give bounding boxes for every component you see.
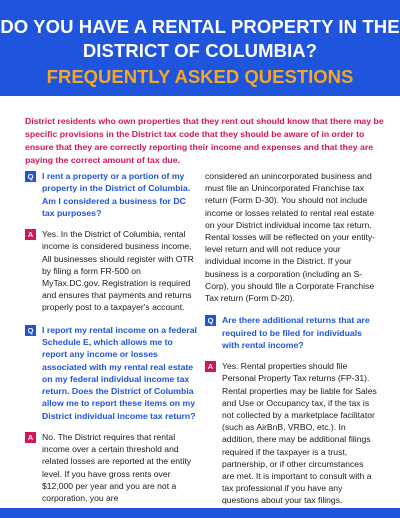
faq-item-1 (25, 170, 197, 314)
answer-badge-icon: A (205, 361, 216, 372)
header-banner (0, 0, 400, 96)
answer-badge-icon: A (25, 432, 36, 443)
question-badge-icon: Q (205, 315, 216, 326)
answer-2-continuation-text: considered an unincorporated business and must file an Unincorporated Franchise tax return (Form D-30). You should not include income or losses related to rental real estate on your District individual income tax return. Rental losses will be reflected on your entity-level return and will not reduce your individual income in the District. If your business is a corporation (including an S-Corp), you should file a Corporate Franchise Tax return (Form D-20). (205, 171, 376, 304)
faq-item-2 (25, 324, 197, 505)
answer-3 (205, 360, 377, 506)
answer-2-text: No. The District requires that rental income over a certain threshold and related losses are reported at the entity level. If you have gross rents over $12,000 per year and you are not a corporation, you are (42, 431, 192, 503)
question-badge-icon: Q (25, 325, 36, 336)
answer-1 (25, 228, 197, 313)
question-1-text: I rent a property or a portion of my property in the District of Columbia. Am I considered a business for DC tax purposes? (42, 171, 191, 218)
question-3 (205, 314, 377, 351)
intro-paragraph: District residents who own properties that they rent out should know that there may be specific provisions in the District tax code that they should be aware of in order to ensure that they are correctly reporting their income and expenses and that they are paying the correct amount of tax due. (25, 115, 384, 166)
page-subtitle: FREQUENTLY ASKED QUESTIONS (46, 66, 354, 87)
answer-2-continuation (205, 170, 377, 304)
question-1 (25, 170, 197, 219)
question-2 (25, 324, 197, 422)
answer-2 (25, 431, 197, 504)
left-column (25, 170, 197, 504)
answer-3-text: Yes. Rental properties should file Personal Property Tax returns (FP-31). Rental properties may be liable for Sales and Use or Occupancy tax, if the tax is not collected by a marketplace facilitator (such as AirBnB, VRBO, etc.). In addition, there may be additional filings required if the taxpayer is a trust, partnership, or if other circumstances are met. It is important to consult with a tax professional if you have any questions about your tax filings. (222, 361, 377, 506)
question-badge-icon: Q (25, 171, 36, 182)
question-2-text: I report my rental income on a federal Schedule E, which allows me to report any income or losses associated with my rental real estate on my federal individual income tax return. Does the District of Columbia allow me to report these items on my District individual income tax return? (42, 324, 197, 421)
right-column (205, 170, 377, 507)
page-title: DO YOU HAVE A RENTAL PROPERTY IN THE DISTRICT OF COLUMBIA? (0, 16, 400, 61)
answer-badge-icon: A (25, 229, 36, 240)
answer-1-text: Yes. In the District of Columbia, rental income is considered business income. All businesses should register with OTR by filing a form FR-500 on MyTax.DC.gov. Registration is required and ensures that payments and returns properly post to a taxpayer's account. (42, 229, 194, 313)
question-3-text: Are there additional returns that are required to be filed for individuals with rental income? (222, 315, 370, 350)
faq-item-3 (205, 314, 377, 506)
footer-band (0, 508, 400, 518)
